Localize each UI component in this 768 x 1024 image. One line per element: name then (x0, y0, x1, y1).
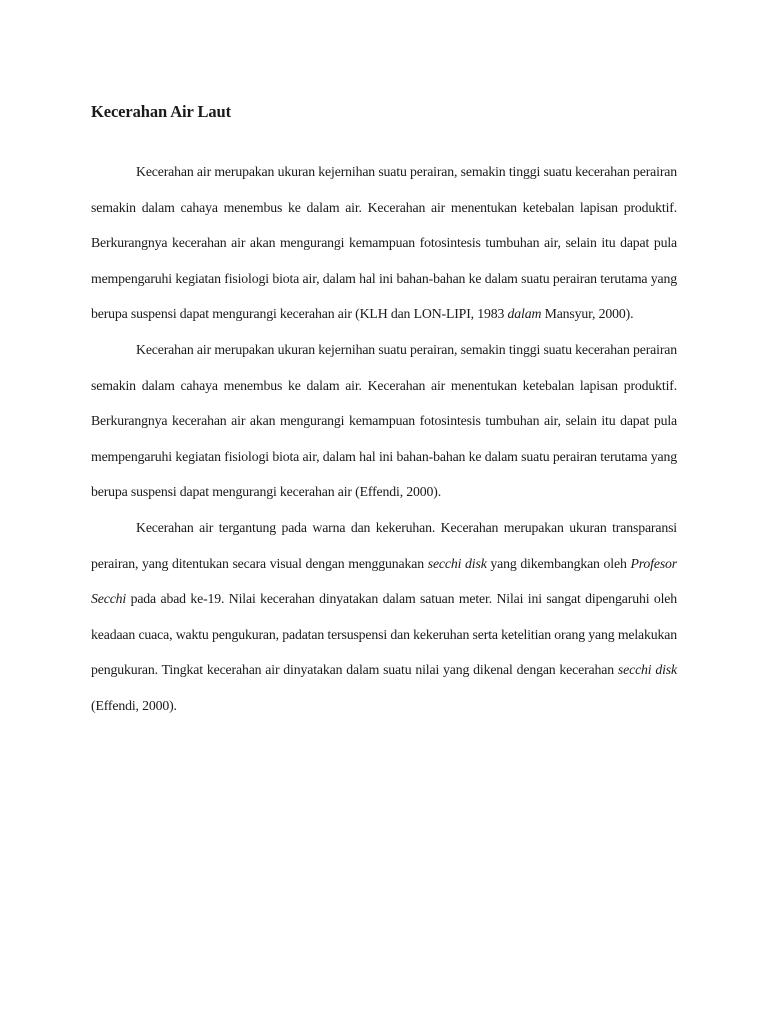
paragraph-2 (91, 332, 677, 510)
text-span: Kecerahan air merupakan ukuran kejernihan suatu perairan, semakin tinggi suatu kecerahan perairan semakin dalam cahaya menembus ke dalam air. Kecerahan air menentukan ketebalan lapisan produktif. Berkurangnya kecerahan air akan mengurangi kemampuan fotosintesis tumbuhan air, selain itu dapat pula mempengaruhi kegiatan fisiologi biota air, dalam hal ini bahan-bahan ke dalam suatu perairan terutama yang berupa suspensi dapat mengurangi kecerahan air (KLH dan LON-LIPI, 1983 (91, 164, 677, 322)
text-span: pada abad ke-19. Nilai kecerahan dinyatakan dalam satuan meter. Nilai ini sangat dipengaruhi oleh keadaan cuaca, waktu pengukuran, padatan tersuspensi dan kekeruhan serta ketelitian orang yang melakukan pengukuran. Tingkat kecerahan air dinyatakan dalam suatu nilai yang dikenal dengan kecerahan (91, 591, 677, 678)
text-span: Kecerahan air merupakan ukuran kejernihan suatu perairan, semakin tinggi suatu kecerahan perairan semakin dalam cahaya menembus ke dalam air. Kecerahan air menentukan ketebalan lapisan produktif. Berkurangnya kecerahan air akan mengurangi kemampuan fotosintesis tumbuhan air, selain itu dapat pula mempengaruhi kegiatan fisiologi biota air, dalam hal ini bahan-bahan ke dalam suatu perairan terutama yang berupa suspensi dapat mengurangi kecerahan air (Effendi, 2000). (91, 341, 677, 500)
document-page (91, 100, 677, 724)
italic-span: dalam (507, 306, 542, 322)
text-span: Mansyur, 2000). (541, 306, 634, 322)
text-span: yang dikembangkan oleh (486, 555, 631, 571)
document-title: Kecerahan Air Laut (91, 102, 231, 121)
paragraph-1 (91, 154, 677, 332)
italic-span: Profesor Secchi (91, 555, 678, 607)
text-span: Kecerahan air tergantung pada warna dan kekeruhan. Kecerahan merupakan ukuran transparansi perairan, yang ditentukan secara visual dengan menggunakan (91, 519, 677, 571)
text-span: (Effendi, 2000). (91, 697, 177, 713)
paragraph-3 (91, 510, 677, 724)
italic-span: secchi disk (427, 555, 487, 571)
italic-span: secchi disk (617, 662, 677, 678)
